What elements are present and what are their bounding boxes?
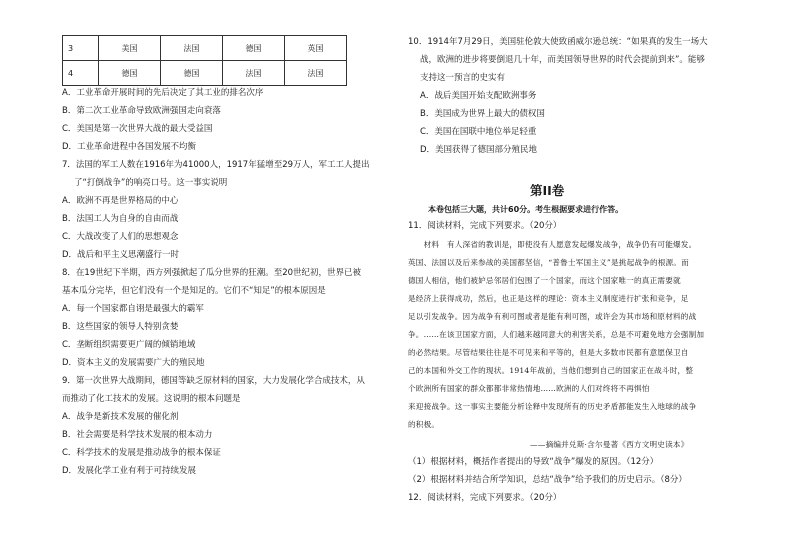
q10-stem-line-1: 10．1914年7月29日，美国驻伦敦大使致函威尔逊总统：“如果真的发生一场大 — [408, 37, 708, 47]
q11-material-line: 材料 有人深省的教训是，即使没有人愿意发起爆发战争，战争仍有可能爆发。 — [408, 240, 697, 249]
q10-option-c: C．美国在国联中地位举足轻重 — [420, 127, 537, 137]
table-cell: 美国 — [99, 36, 161, 61]
q7-option-c: C．大战改变了人们的思想观念 — [62, 232, 179, 242]
section-title: 第II卷 — [530, 183, 565, 198]
q8-option-d: D．资本主义的发展需要广大的殖民地 — [62, 358, 205, 368]
q11-material-line: 足以引发战争。因为战争有利可图或者是能有利可图，或许会为其市场和原材料的战 — [408, 312, 697, 321]
q10-option-a: A．战后美国开始支配欧洲事务 — [420, 91, 537, 101]
q8-option-b: B．这些国家的领导人特别贪婪 — [62, 322, 179, 332]
q8-option-c: C．垄断组织需要更广阔的倾销地域 — [62, 340, 196, 350]
q11-source: ——摘编并兑斯·含尔曼著《西方文明史读本》 — [530, 440, 689, 449]
table-cell: 4 — [63, 61, 99, 86]
table-cell: 法国 — [285, 61, 347, 86]
q11-material-line: 德国人相信，他们被妒忌邻居们包围了一个国家，而这个国家唯一的真正需要就 — [408, 276, 681, 285]
table-cell: 法国 — [223, 61, 285, 86]
table-cell: 3 — [63, 36, 99, 61]
q8-stem-line-2: 基本瓜分完毕，但它们没有一个是知足的。它们不“知足”的根本原因是 — [62, 286, 326, 296]
q7-option-a: A．欧洲不再是世界格局的中心 — [62, 196, 179, 206]
q9-option-a: A．战争是新技术发展的催化剂 — [62, 412, 179, 422]
q9-option-d: D．发展化学工业有利于可持续发展 — [62, 466, 197, 476]
q7-option-d: D．战后和平主义思潮盛行一时 — [62, 250, 180, 260]
q11-material-line: 英国、法国以及后来参战的美国都坚信，“普鲁士军国主义”是挑起战争的根源。而 — [408, 258, 689, 267]
q7-stem-line-1: 7．法国的军工人数在1916年为41000人，1917年猛增至29万人，军工工人提出 — [62, 160, 370, 170]
q11-subquestion-2: （2）根据材料并结合所学知识，总结“战争”给予我们的历史启示。（8分） — [408, 475, 687, 485]
q12-header: 12．阅读材料，完成下列要求。（20分） — [408, 493, 562, 503]
q11-material-line: 的积极。 — [408, 420, 440, 429]
table-row — [63, 36, 347, 61]
q11-material-line: 来迎接战争。这一事实主要能分析诠释中发现所有的历史矛盾都能发生入地球的战争 — [408, 402, 697, 411]
q8-stem-line-1: 8．在19世纪下半期，西方列强掀起了瓜分世界的狂潮。至20世纪初，世界已被 — [62, 268, 362, 278]
q6-option-d: D．工业革命进程中各国发展不均衡 — [62, 142, 197, 152]
q11-material-line: 的必然结果。尽管结果往往是不可见来和平等的，但是大多数市民都有意愿保卫自 — [408, 348, 689, 357]
q9-option-c: C．科学技术的发展是推动战争的根本保证 — [62, 448, 221, 458]
section-instruction: 本卷包括三大题，共计60分。考生根据要求进行作答。 — [428, 205, 624, 214]
q11-header: 11．阅读材料，完成下列要求。（20分） — [408, 221, 562, 231]
table-cell: 德国 — [223, 36, 285, 61]
q11-material-line: 是经济上获得成功，然后，也正是这样的理论：资本主义制度进行扩张和竞争，足 — [408, 294, 689, 303]
table-cell: 法国 — [161, 36, 223, 61]
q10-stem-line-3: 支持这一预言的史实有 — [420, 73, 506, 83]
table-cell: 英国 — [285, 36, 347, 61]
q6-option-a: A．工业革命开展时间的先后决定了其工业的排名次序 — [62, 88, 264, 98]
q9-option-b: B．社会需要是科学技术发展的根本动力 — [62, 430, 213, 440]
q7-stem-line-2: 了“打倒战争”的响亮口号。这一事实说明 — [74, 178, 228, 188]
q9-stem-line-2: 而推动了化工技术的发展。这说明的根本问题是 — [62, 394, 241, 404]
q11-material-line: 争。……在该卫国家方面，人们越来越同意大的利害关系，总是不可避免地方会强制加 — [408, 330, 705, 339]
q6-option-c: C．美国是第一次世界大战的最大受益国 — [62, 124, 213, 134]
q11-subquestion-1: （1）根据材料，概括作者提出的导致“战争”爆发的原因。（12分） — [408, 457, 659, 467]
table-cell: 德国 — [99, 61, 161, 86]
q10-option-d: D．美国获得了德国部分殖民地 — [420, 145, 538, 155]
q7-option-b: B．法国工人为自身的自由而战 — [62, 214, 179, 224]
ranking-table — [62, 35, 347, 86]
q6-option-b: B．第二次工业革命导致欧洲强国走向衰落 — [62, 106, 221, 116]
q8-option-a: A．每一个国家都自诩是最强大的霸军 — [62, 304, 204, 314]
table-cell: 德国 — [161, 61, 223, 86]
q9-stem-line-1: 9．第一次世界大战期间，德国等缺乏原材料的国家，大力发展化学合成技术，从 — [62, 376, 365, 386]
q11-material-line: 个欧洲所有国家的群众都都非常热情地……欧洲的人们对终将不再惧怕 — [408, 384, 650, 393]
q11-material-line: 己的本国和外交工作的现状。1914年战前，当他们想到自己的国家正在战斗时，整 — [408, 366, 694, 375]
table-row — [63, 61, 347, 86]
q10-option-b: B．美国成为世界上最大的债权国 — [420, 109, 545, 119]
q10-stem-line-2: 战，欧洲的进步将要倒退几十年，而美国领导世界的时代会提前到来”。能够 — [420, 55, 705, 65]
